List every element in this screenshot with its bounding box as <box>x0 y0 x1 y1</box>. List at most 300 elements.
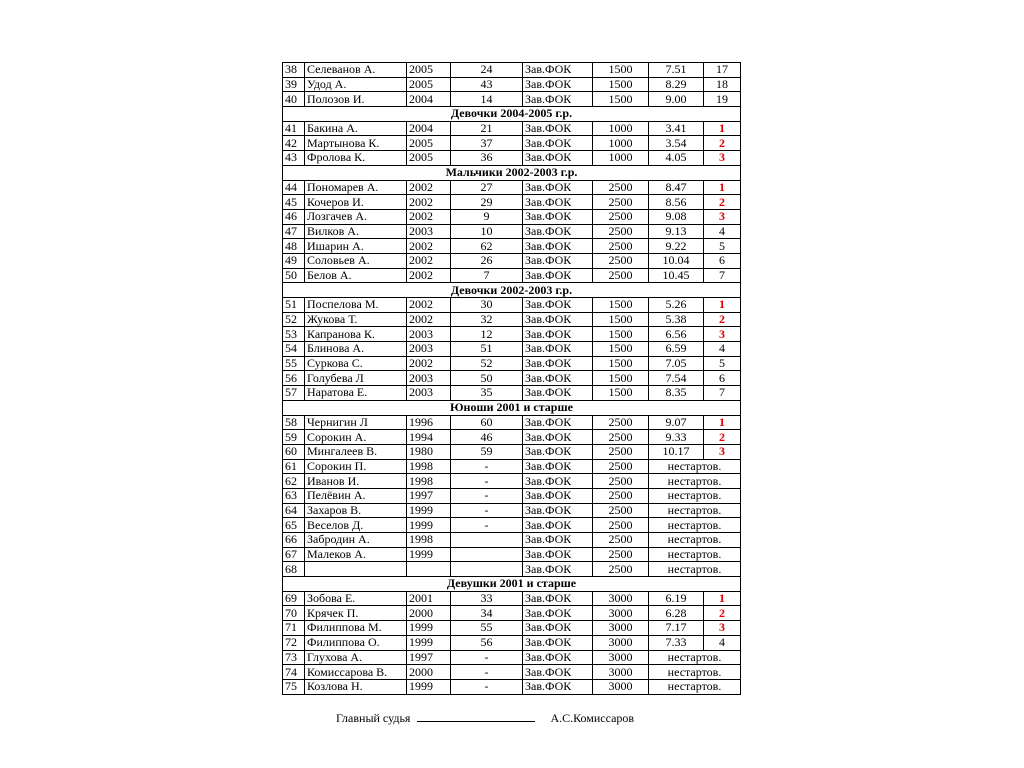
cell-distance: 3000 <box>593 591 649 606</box>
cell-bib: - <box>451 488 523 503</box>
cell-team: Зав.ФОК <box>523 533 593 548</box>
table-row <box>283 665 741 680</box>
cell-number: 49 <box>283 253 305 268</box>
cell-team: Зав.ФОК <box>523 92 593 107</box>
cell-birth-year: 2004 <box>407 121 451 136</box>
cell-number: 53 <box>283 327 305 342</box>
cell-place: 1 <box>704 415 741 430</box>
cell-birth-year: 2005 <box>407 63 451 78</box>
cell-distance: 1500 <box>593 63 649 78</box>
cell-name: Бакина А. <box>305 121 407 136</box>
cell-bib: 43 <box>451 77 523 92</box>
cell-team: Зав.ФОК <box>523 136 593 151</box>
cell-distance: 1000 <box>593 121 649 136</box>
cell-place: 5 <box>704 356 741 371</box>
cell-place: 4 <box>704 342 741 357</box>
table-row <box>283 371 741 386</box>
cell-birth-year: 2002 <box>407 239 451 254</box>
cell-team: Зав.ФОК <box>523 386 593 401</box>
table-row <box>283 474 741 489</box>
cell-name: Забродин А. <box>305 533 407 548</box>
cell-time: 10.45 <box>649 268 704 283</box>
group-title: Юноши 2001 и старше <box>283 400 741 415</box>
cell-distance: 2500 <box>593 430 649 445</box>
cell-bib: - <box>451 474 523 489</box>
cell-name: Чернигин Л <box>305 415 407 430</box>
cell-place: 6 <box>704 253 741 268</box>
cell-bib: - <box>451 650 523 665</box>
cell-distance: 2500 <box>593 547 649 562</box>
cell-name: Полозов И. <box>305 92 407 107</box>
cell-time: 3.41 <box>649 121 704 136</box>
table-row <box>283 518 741 533</box>
cell-time: 9.07 <box>649 415 704 430</box>
table-row <box>283 239 741 254</box>
cell-distance: 3000 <box>593 665 649 680</box>
cell-status: нестартов. <box>649 503 741 518</box>
cell-team: Зав.ФОК <box>523 327 593 342</box>
cell-number: 60 <box>283 444 305 459</box>
cell-bib: 59 <box>451 444 523 459</box>
cell-bib: 30 <box>451 298 523 313</box>
cell-time: 9.22 <box>649 239 704 254</box>
cell-distance: 2500 <box>593 253 649 268</box>
cell-birth-year: 1999 <box>407 547 451 562</box>
cell-distance: 1000 <box>593 136 649 151</box>
cell-name: Мартынова К. <box>305 136 407 151</box>
cell-number: 43 <box>283 151 305 166</box>
cell-birth-year <box>407 562 451 577</box>
cell-team: Зав.ФОК <box>523 650 593 665</box>
cell-team: Зав.ФОК <box>523 518 593 533</box>
cell-bib: 12 <box>451 327 523 342</box>
cell-place: 3 <box>704 327 741 342</box>
table-row <box>283 136 741 151</box>
cell-bib: 7 <box>451 268 523 283</box>
cell-number: 64 <box>283 503 305 518</box>
cell-place: 5 <box>704 239 741 254</box>
cell-team: Зав.ФОК <box>523 298 593 313</box>
cell-team: Зав.ФОК <box>523 474 593 489</box>
cell-status: нестартов. <box>649 665 741 680</box>
cell-name: Мингалеев В. <box>305 444 407 459</box>
table-row <box>283 327 741 342</box>
cell-number: 38 <box>283 63 305 78</box>
cell-bib: 56 <box>451 635 523 650</box>
group-header-row <box>283 400 741 415</box>
table-row <box>283 459 741 474</box>
cell-place: 1 <box>704 591 741 606</box>
cell-team: Зав.ФОК <box>523 415 593 430</box>
cell-birth-year: 2002 <box>407 253 451 268</box>
cell-number: 72 <box>283 635 305 650</box>
cell-name: Блинова А. <box>305 342 407 357</box>
cell-distance: 2500 <box>593 562 649 577</box>
cell-place: 7 <box>704 268 741 283</box>
cell-name: Захаров В. <box>305 503 407 518</box>
cell-bib: 46 <box>451 430 523 445</box>
cell-bib: 14 <box>451 92 523 107</box>
cell-number: 52 <box>283 312 305 327</box>
cell-birth-year: 1994 <box>407 430 451 445</box>
cell-time: 8.47 <box>649 180 704 195</box>
cell-number: 68 <box>283 562 305 577</box>
cell-distance: 1500 <box>593 312 649 327</box>
cell-bib: 34 <box>451 606 523 621</box>
cell-birth-year: 2003 <box>407 342 451 357</box>
cell-team: Зав.ФОК <box>523 371 593 386</box>
cell-distance: 1500 <box>593 77 649 92</box>
cell-name: Голубева Л <box>305 371 407 386</box>
cell-name: Комиссарова В. <box>305 665 407 680</box>
cell-distance: 3000 <box>593 650 649 665</box>
cell-birth-year: 1997 <box>407 650 451 665</box>
cell-time: 8.35 <box>649 386 704 401</box>
cell-distance: 2500 <box>593 503 649 518</box>
table-row <box>283 547 741 562</box>
cell-team: Зав.ФОК <box>523 679 593 694</box>
results-body <box>283 63 741 695</box>
cell-birth-year: 2004 <box>407 92 451 107</box>
cell-distance: 2500 <box>593 533 649 548</box>
cell-place: 19 <box>704 92 741 107</box>
group-header-row <box>283 577 741 592</box>
cell-team: Зав.ФОК <box>523 312 593 327</box>
cell-place: 1 <box>704 180 741 195</box>
cell-distance: 1500 <box>593 342 649 357</box>
cell-birth-year: 2002 <box>407 268 451 283</box>
cell-bib: 55 <box>451 621 523 636</box>
cell-time: 8.56 <box>649 195 704 210</box>
cell-bib: 24 <box>451 63 523 78</box>
cell-bib <box>451 533 523 548</box>
cell-team: Зав.ФОК <box>523 63 593 78</box>
results-table <box>282 62 741 695</box>
cell-distance: 2500 <box>593 488 649 503</box>
cell-place: 3 <box>704 209 741 224</box>
cell-number: 55 <box>283 356 305 371</box>
table-row <box>283 268 741 283</box>
table-row <box>283 533 741 548</box>
table-row <box>283 488 741 503</box>
cell-number: 54 <box>283 342 305 357</box>
cell-number: 40 <box>283 92 305 107</box>
table-row <box>283 606 741 621</box>
cell-place: 4 <box>704 224 741 239</box>
cell-number: 57 <box>283 386 305 401</box>
cell-time: 8.29 <box>649 77 704 92</box>
cell-time: 9.13 <box>649 224 704 239</box>
cell-distance: 2500 <box>593 268 649 283</box>
cell-team: Зав.ФОК <box>523 151 593 166</box>
cell-distance: 3000 <box>593 621 649 636</box>
cell-number: 44 <box>283 180 305 195</box>
table-row <box>283 342 741 357</box>
cell-place: 6 <box>704 371 741 386</box>
cell-place: 4 <box>704 635 741 650</box>
cell-team: Зав.ФОК <box>523 180 593 195</box>
cell-time: 5.38 <box>649 312 704 327</box>
table-row <box>283 679 741 694</box>
cell-place: 2 <box>704 430 741 445</box>
table-row <box>283 635 741 650</box>
cell-team: Зав.ФОК <box>523 606 593 621</box>
cell-bib: - <box>451 518 523 533</box>
cell-place: 7 <box>704 386 741 401</box>
cell-bib: 60 <box>451 415 523 430</box>
cell-distance: 2500 <box>593 474 649 489</box>
table-row <box>283 195 741 210</box>
cell-name: Крячек П. <box>305 606 407 621</box>
cell-name: Суркова С. <box>305 356 407 371</box>
cell-name: Вилков А. <box>305 224 407 239</box>
group-title: Девочки 2004-2005 г.р. <box>283 107 741 122</box>
cell-distance: 1000 <box>593 151 649 166</box>
cell-number: 69 <box>283 591 305 606</box>
cell-name: Сорокин А. <box>305 430 407 445</box>
cell-birth-year: 2002 <box>407 312 451 327</box>
signature-label: Главный судья <box>336 711 411 725</box>
table-row <box>283 77 741 92</box>
cell-birth-year: 2000 <box>407 665 451 680</box>
table-row <box>283 151 741 166</box>
table-row <box>283 650 741 665</box>
cell-status: нестартов. <box>649 650 741 665</box>
cell-distance: 2500 <box>593 195 649 210</box>
group-title: Девочки 2002-2003 г.р. <box>283 283 741 298</box>
cell-number: 42 <box>283 136 305 151</box>
cell-birth-year: 1999 <box>407 621 451 636</box>
cell-bib: 52 <box>451 356 523 371</box>
cell-number: 48 <box>283 239 305 254</box>
cell-birth-year: 1996 <box>407 415 451 430</box>
cell-number: 61 <box>283 459 305 474</box>
table-row <box>283 63 741 78</box>
table-row <box>283 621 741 636</box>
cell-distance: 2500 <box>593 239 649 254</box>
cell-name: Веселов Д. <box>305 518 407 533</box>
cell-birth-year: 1999 <box>407 679 451 694</box>
cell-name: Фролова К. <box>305 151 407 166</box>
cell-bib: 10 <box>451 224 523 239</box>
cell-bib <box>451 562 523 577</box>
cell-time: 7.54 <box>649 371 704 386</box>
table-row <box>283 386 741 401</box>
cell-name: Удод А. <box>305 77 407 92</box>
cell-time: 7.33 <box>649 635 704 650</box>
cell-time: 7.51 <box>649 63 704 78</box>
cell-bib: 51 <box>451 342 523 357</box>
cell-name: Глухова А. <box>305 650 407 665</box>
cell-number: 67 <box>283 547 305 562</box>
cell-birth-year: 2002 <box>407 209 451 224</box>
group-title: Мальчики 2002-2003 г.р. <box>283 165 741 180</box>
group-header-row <box>283 283 741 298</box>
cell-team: Зав.ФОК <box>523 635 593 650</box>
cell-birth-year: 1999 <box>407 518 451 533</box>
cell-name <box>305 562 407 577</box>
cell-name: Белов А. <box>305 268 407 283</box>
cell-team: Зав.ФОК <box>523 621 593 636</box>
cell-place: 3 <box>704 621 741 636</box>
cell-name: Филиппова М. <box>305 621 407 636</box>
group-title: Девушки 2001 и старше <box>283 577 741 592</box>
cell-name: Кочеров И. <box>305 195 407 210</box>
cell-birth-year: 2002 <box>407 356 451 371</box>
table-row <box>283 298 741 313</box>
table-row <box>283 503 741 518</box>
table-row <box>283 92 741 107</box>
cell-number: 71 <box>283 621 305 636</box>
cell-team: Зав.ФОК <box>523 459 593 474</box>
cell-number: 56 <box>283 371 305 386</box>
cell-number: 73 <box>283 650 305 665</box>
cell-team: Зав.ФОК <box>523 224 593 239</box>
cell-name: Селеванов А. <box>305 63 407 78</box>
cell-distance: 1500 <box>593 356 649 371</box>
cell-distance: 2500 <box>593 459 649 474</box>
cell-status: нестартов. <box>649 474 741 489</box>
cell-name: Капранова К. <box>305 327 407 342</box>
signature-line <box>417 710 535 722</box>
cell-number: 65 <box>283 518 305 533</box>
cell-time: 6.56 <box>649 327 704 342</box>
cell-bib: - <box>451 503 523 518</box>
cell-number: 51 <box>283 298 305 313</box>
cell-birth-year: 2003 <box>407 224 451 239</box>
table-row <box>283 121 741 136</box>
cell-time: 4.05 <box>649 151 704 166</box>
cell-place: 2 <box>704 606 741 621</box>
cell-distance: 2500 <box>593 518 649 533</box>
table-row <box>283 180 741 195</box>
cell-number: 41 <box>283 121 305 136</box>
cell-distance: 2500 <box>593 224 649 239</box>
cell-time: 6.28 <box>649 606 704 621</box>
cell-number: 47 <box>283 224 305 239</box>
cell-number: 63 <box>283 488 305 503</box>
signature-name: А.С.Комиссаров <box>550 711 635 725</box>
cell-team: Зав.ФОК <box>523 488 593 503</box>
cell-bib: 32 <box>451 312 523 327</box>
cell-name: Ишарин А. <box>305 239 407 254</box>
cell-distance: 2500 <box>593 209 649 224</box>
cell-bib: 62 <box>451 239 523 254</box>
cell-team: Зав.ФОК <box>523 342 593 357</box>
cell-distance: 3000 <box>593 606 649 621</box>
cell-bib: 36 <box>451 151 523 166</box>
cell-time: 9.00 <box>649 92 704 107</box>
cell-bib: - <box>451 679 523 694</box>
cell-name: Поспелова М. <box>305 298 407 313</box>
cell-time: 6.19 <box>649 591 704 606</box>
cell-bib: 9 <box>451 209 523 224</box>
table-row <box>283 356 741 371</box>
cell-birth-year: 1999 <box>407 503 451 518</box>
cell-bib: 35 <box>451 386 523 401</box>
group-header-row <box>283 107 741 122</box>
cell-birth-year: 1998 <box>407 474 451 489</box>
cell-time: 5.26 <box>649 298 704 313</box>
cell-number: 74 <box>283 665 305 680</box>
cell-bib <box>451 547 523 562</box>
table-row <box>283 253 741 268</box>
cell-bib: 29 <box>451 195 523 210</box>
cell-number: 58 <box>283 415 305 430</box>
cell-team: Зав.ФОК <box>523 356 593 371</box>
cell-birth-year: 2002 <box>407 298 451 313</box>
cell-name: Малеков А. <box>305 547 407 562</box>
cell-birth-year: 2000 <box>407 606 451 621</box>
cell-name: Иванов И. <box>305 474 407 489</box>
cell-birth-year: 2003 <box>407 386 451 401</box>
cell-place: 3 <box>704 444 741 459</box>
cell-status: нестартов. <box>649 562 741 577</box>
cell-bib: 33 <box>451 591 523 606</box>
cell-place: 1 <box>704 298 741 313</box>
cell-bib: 21 <box>451 121 523 136</box>
cell-bib: 27 <box>451 180 523 195</box>
cell-birth-year: 2002 <box>407 180 451 195</box>
cell-distance: 2500 <box>593 444 649 459</box>
group-header-row <box>283 165 741 180</box>
cell-team: Зав.ФОК <box>523 444 593 459</box>
cell-team: Зав.ФОК <box>523 195 593 210</box>
cell-bib: 50 <box>451 371 523 386</box>
cell-number: 70 <box>283 606 305 621</box>
cell-birth-year: 2002 <box>407 195 451 210</box>
table-row <box>283 209 741 224</box>
cell-number: 50 <box>283 268 305 283</box>
cell-birth-year: 1998 <box>407 533 451 548</box>
table-row <box>283 591 741 606</box>
cell-name: Зобова Е. <box>305 591 407 606</box>
cell-place: 18 <box>704 77 741 92</box>
cell-time: 7.17 <box>649 621 704 636</box>
cell-status: нестартов. <box>649 533 741 548</box>
cell-distance: 1500 <box>593 92 649 107</box>
cell-team: Зав.ФОК <box>523 591 593 606</box>
cell-number: 62 <box>283 474 305 489</box>
cell-birth-year: 2001 <box>407 591 451 606</box>
cell-place: 17 <box>704 63 741 78</box>
cell-place: 2 <box>704 195 741 210</box>
cell-time: 3.54 <box>649 136 704 151</box>
cell-distance: 2500 <box>593 415 649 430</box>
cell-time: 9.33 <box>649 430 704 445</box>
cell-team: Зав.ФОК <box>523 239 593 254</box>
cell-distance: 1500 <box>593 298 649 313</box>
cell-name: Филиппова О. <box>305 635 407 650</box>
cell-name: Козлова Н. <box>305 679 407 694</box>
table-row <box>283 444 741 459</box>
cell-birth-year: 1999 <box>407 635 451 650</box>
cell-name: Пономарев А. <box>305 180 407 195</box>
cell-time: 10.04 <box>649 253 704 268</box>
cell-name: Сорокин П. <box>305 459 407 474</box>
table-row <box>283 415 741 430</box>
cell-bib: 37 <box>451 136 523 151</box>
cell-distance: 1500 <box>593 327 649 342</box>
cell-name: Наратова Е. <box>305 386 407 401</box>
cell-status: нестартов. <box>649 547 741 562</box>
cell-distance: 3000 <box>593 679 649 694</box>
cell-place: 3 <box>704 151 741 166</box>
cell-place: 2 <box>704 136 741 151</box>
cell-birth-year: 2005 <box>407 136 451 151</box>
cell-bib: - <box>451 459 523 474</box>
cell-birth-year: 1998 <box>407 459 451 474</box>
